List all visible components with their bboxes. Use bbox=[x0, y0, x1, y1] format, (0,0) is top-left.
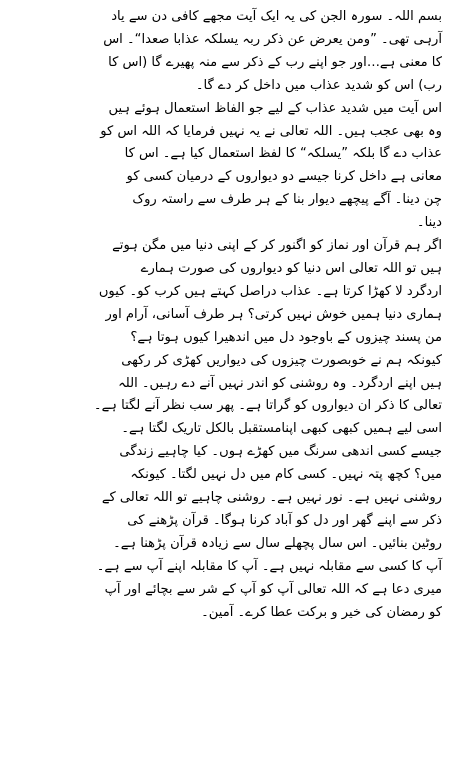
text-line: دینا۔ bbox=[416, 215, 442, 231]
text-line: کیونکہ ہم نے خوبصورت چیزوں کی دیواریں کھڑی کر رکھی bbox=[121, 352, 442, 368]
text-line: آپ کا کسی سے مقابلہ نہیں ہے۔ آپ کا مقابلہ اپنے آپ سے ہے۔ bbox=[96, 558, 442, 574]
text-line: وہ بھی عجب ہیں۔ اللہ تعالی نے یہ نہیں فرمایا کہ اللہ اس کو bbox=[100, 123, 442, 139]
text-line: بسم اللہ۔ سورہ الجن کی یہ ایک آیت مجھے کافی دن سے یاد bbox=[111, 9, 442, 24]
text-line: اسی لیے ہمیں کبھی کبھی اپنامستقبل بالکل تاریک لگتا ہے۔ bbox=[121, 421, 442, 437]
paragraph-reflection bbox=[8, 235, 442, 624]
text-line: ہماری دنیا ہمیں خوش نہیں کرتی؟ ہر طرف آسانی، آرام اور bbox=[105, 306, 442, 322]
text-line: جیسے کسی اندھی سرنگ میں کھڑے ہوں۔ کیا چاہیے زندگی bbox=[119, 444, 442, 460]
paragraph-intro bbox=[8, 6, 442, 98]
paragraph-meaning bbox=[8, 98, 442, 235]
text-line: ہیں اپنے اردگرد۔ وہ روشنی کو اندر نہیں آنے دے رہیں۔ اللہ bbox=[118, 375, 442, 391]
text-line: ذکر سے اپنے گھر اور دل کو آباد کرنا ہوگا۔ قرآن پڑھنے کی bbox=[127, 512, 442, 528]
text-line: کا معنی ہے…اور جو اپنے رب کے ذکر سے منہ پھیرے گا (اس کا bbox=[108, 54, 442, 70]
text-line: عذاب دے گا بلکہ ”یسلکہ“ کا لفظ استعمال کیا ہے۔ اس کا bbox=[124, 146, 442, 162]
text-line: من پسند چیزوں کے باوجود دل میں اندھیرا کیوں ہوتا ہے؟ bbox=[130, 329, 442, 345]
text-line: ہیں تو اللہ تعالی اس دنیا کو دیواروں کی صورت ہمارے bbox=[140, 260, 442, 276]
text-line: میں؟ کچھ پتہ نہیں۔ کسی کام میں دل نہیں لگتا۔ کیونکہ bbox=[130, 467, 442, 483]
text-line: اردگرد لا کھڑا کرتا ہے۔ عذاب دراصل کہتے ہیں کرب کو۔ کیوں bbox=[98, 283, 442, 299]
text-line: تعالی کا ذکر ان دیواروں کو گراتا ہے۔ پھر سب نظر آنے لگتا ہے۔ bbox=[93, 398, 442, 414]
text-line: میری دعا ہے کہ اللہ تعالی آپ کو آپ کے شر سے بچائے اور آپ bbox=[104, 581, 442, 597]
text-line: چن دینا۔ آگے پیچھے دیوار بنا کے ہر طرف سے راستہ روک bbox=[132, 192, 442, 208]
text-line: رب) اس کو شدید عذاب میں داخل کر دے گا۔ bbox=[195, 77, 442, 93]
text-line: اس آیت میں شدید عذاب کے لیے جو الفاظ استعمال ہوئے ہیں bbox=[108, 100, 442, 116]
text-line: اگر ہم قرآن اور نماز کو اگنور کر کے اپنی دنیا میں مگن ہوتے bbox=[112, 238, 442, 254]
text-line: روشنی نہیں ہے۔ نور نہیں ہے۔ روشنی چاہیے تو اللہ تعالی کے bbox=[101, 490, 442, 506]
text-line: روٹین بنائیں۔ اس سال پچھلے سال سے زیادہ قرآن پڑھنا ہے۔ bbox=[113, 535, 442, 551]
text-line: کو رمضان کی خیر و برکت عطا کرے۔ آمین۔ bbox=[201, 604, 442, 620]
text-line: آرہی تھی۔ ”ومن یعرض عن ذکر ربہ یسلکہ عذابا صعدا“۔ اس bbox=[103, 31, 442, 47]
text-line: معانی ہے داخل کرنا جیسے دو دیواروں کے درمیان کسی کو bbox=[126, 169, 442, 185]
